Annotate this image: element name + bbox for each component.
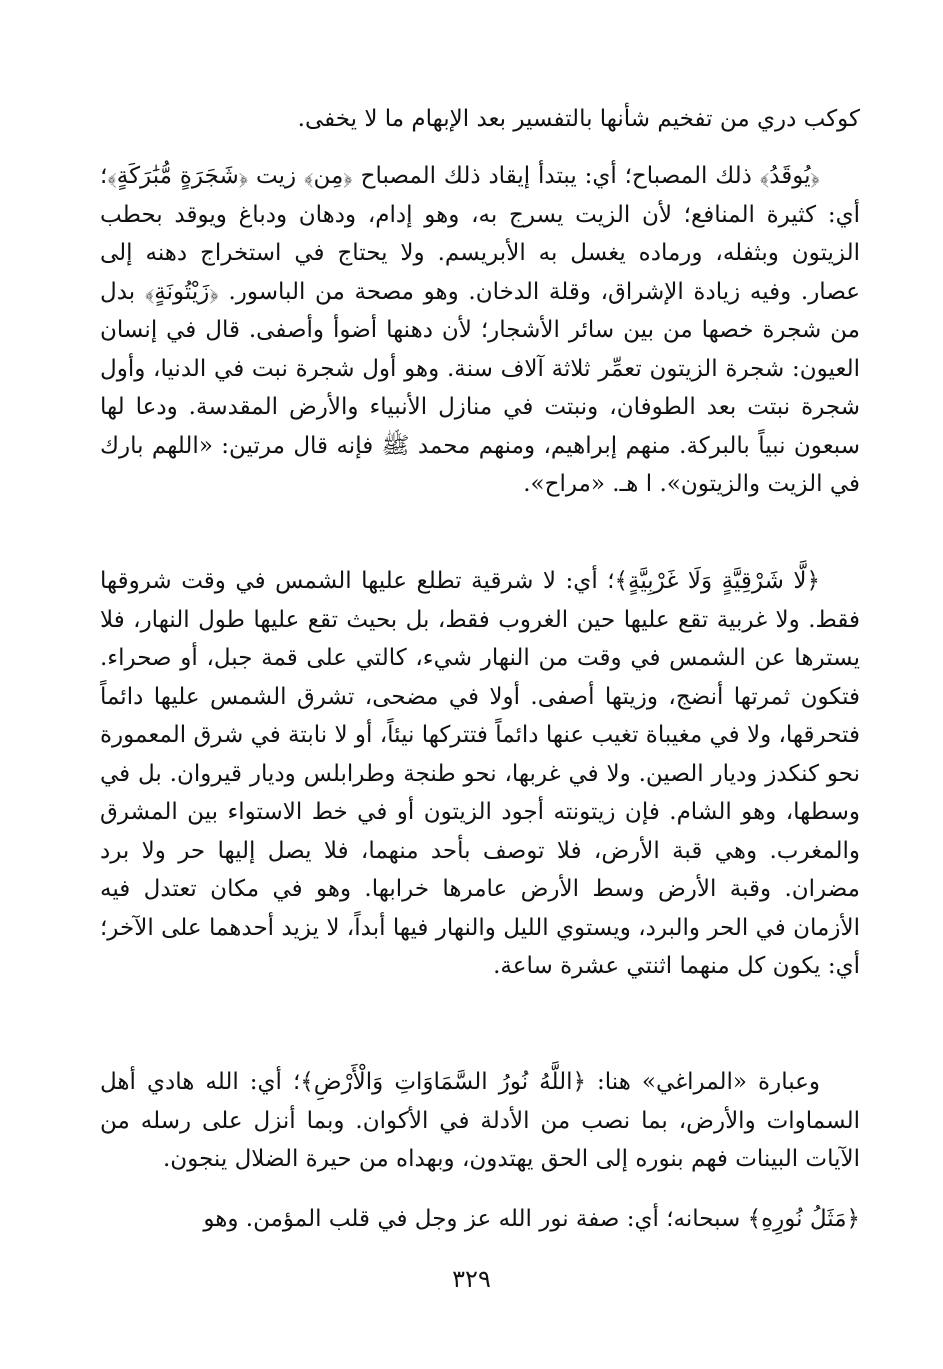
paragraph-4: وعبارة «المراغي» هنا: ﴿اللَّهُ نُورُ السَّمَاوَاتِ وَالْأَرْضِ﴾؛ أي: الله هادي أهل السماوات والأرض، بما نصب من الأدلة في الأكوان. وبما أنزل على رسله من الآيات البينات فهم بنوره إلى الحق يهتدون، وبهداه من حيرة الضلال ينجون. [100, 1069, 860, 1172]
paragraph-2: ﴿يُوقَدُ﴾ ذلك المصباح؛ أي: يبتدأ إيقاد ذلك المصباح ﴿مِن﴾ زيت ﴿شَجَرَةٍ مُّبَٰرَكَةٍ﴾؛ أي: كثيرة المنافع؛ لأن الزيت يسرج به، وهو إدام، ودهان ودباغ ويوقد بحطب الزيتون وبثفله، ورماده يغسل به الأبريسم. ولا يحتاج في استخراج دهنه إلى عصار. وفيه زيادة الإشراق، وقلة الدخان. وهو مصحة من الباسور. ﴿زَيْتُونَةٍ﴾ بدل من شجرة خصها من بين سائر الأشجار؛ لأن دهنها أضوأ وأصفى. قال في إنسان العيون: شجرة الزيتون تعمِّر ثلاثة آلاف سنة. وهو أول شجرة نبت في الدنيا، وأول شجرة نبتت بعد الطوفان، ونبتت في منازل الأنبياء والأرض المقدسة. ودعا لها سبعون نبياً بالبركة. منهم إبراهيم، ومنهم محمد ﷺ فإنه قال مرتين: «اللهم بارك في الزيت والزيتون». ا هـ. «مراح». [100, 163, 860, 497]
paragraph-5: ﴿مَثَلُ نُورِهِ﴾ سبحانه؛ أي: صفة نور الله عز وجل في قلب المؤمن. وهو [203, 1206, 860, 1232]
page-number: ٣٢٩ [452, 1265, 491, 1293]
paragraph-3: ﴿لَّا شَرْقِيَّةٍ وَلَا غَرْبِيَّةٍ﴾؛ أي: لا شرقية تطلع عليها الشمس في وقت شروقها فقط. ولا غربية تقع عليها حين الغروب فقط، بل بحيث تقع عليها طول النهار، فلا يسترها عن الشمس في وقت من النهار شيء، كالتي على قمة جبل، أو صحراء. فتكون ثمرتها أنضج، وزيتها أصفى. أولا في مضحى، تشرق الشمس عليها دائماً فتحرقها، ولا في مغيباة تغيب عنها دائماً فتتركها نيئاً، أو لا نابتة في شرق المعمورة نحو كنكدز وديار الصين. ولا في غربها، نحو طنجة وطرابلس وديار قيروان. بل في وسطها، وهو الشام. فإن زيتونته أجود الزيتون أو في خط الاستواء بين المشرق والمغرب. وهي قبة الأرض، فلا توصف بأحد منهما، فلا يصل إليها حر ولا برد مضران. وقبة الأرض وسط الأرض عامرها خرابها. وهو في مكان تعتدل فيه الأزمان في الحر والبرد، ويستوي الليل والنهار فيها أبداً، لا يزيد أحدهما على الآخر؛ أي: يكون كل منهما اثنتي عشرة ساعة. [100, 568, 860, 979]
paragraph-1: كوكب دري من تفخيم شأنها بالتفسير بعد الإبهام ما لا يخفى. [297, 106, 860, 132]
